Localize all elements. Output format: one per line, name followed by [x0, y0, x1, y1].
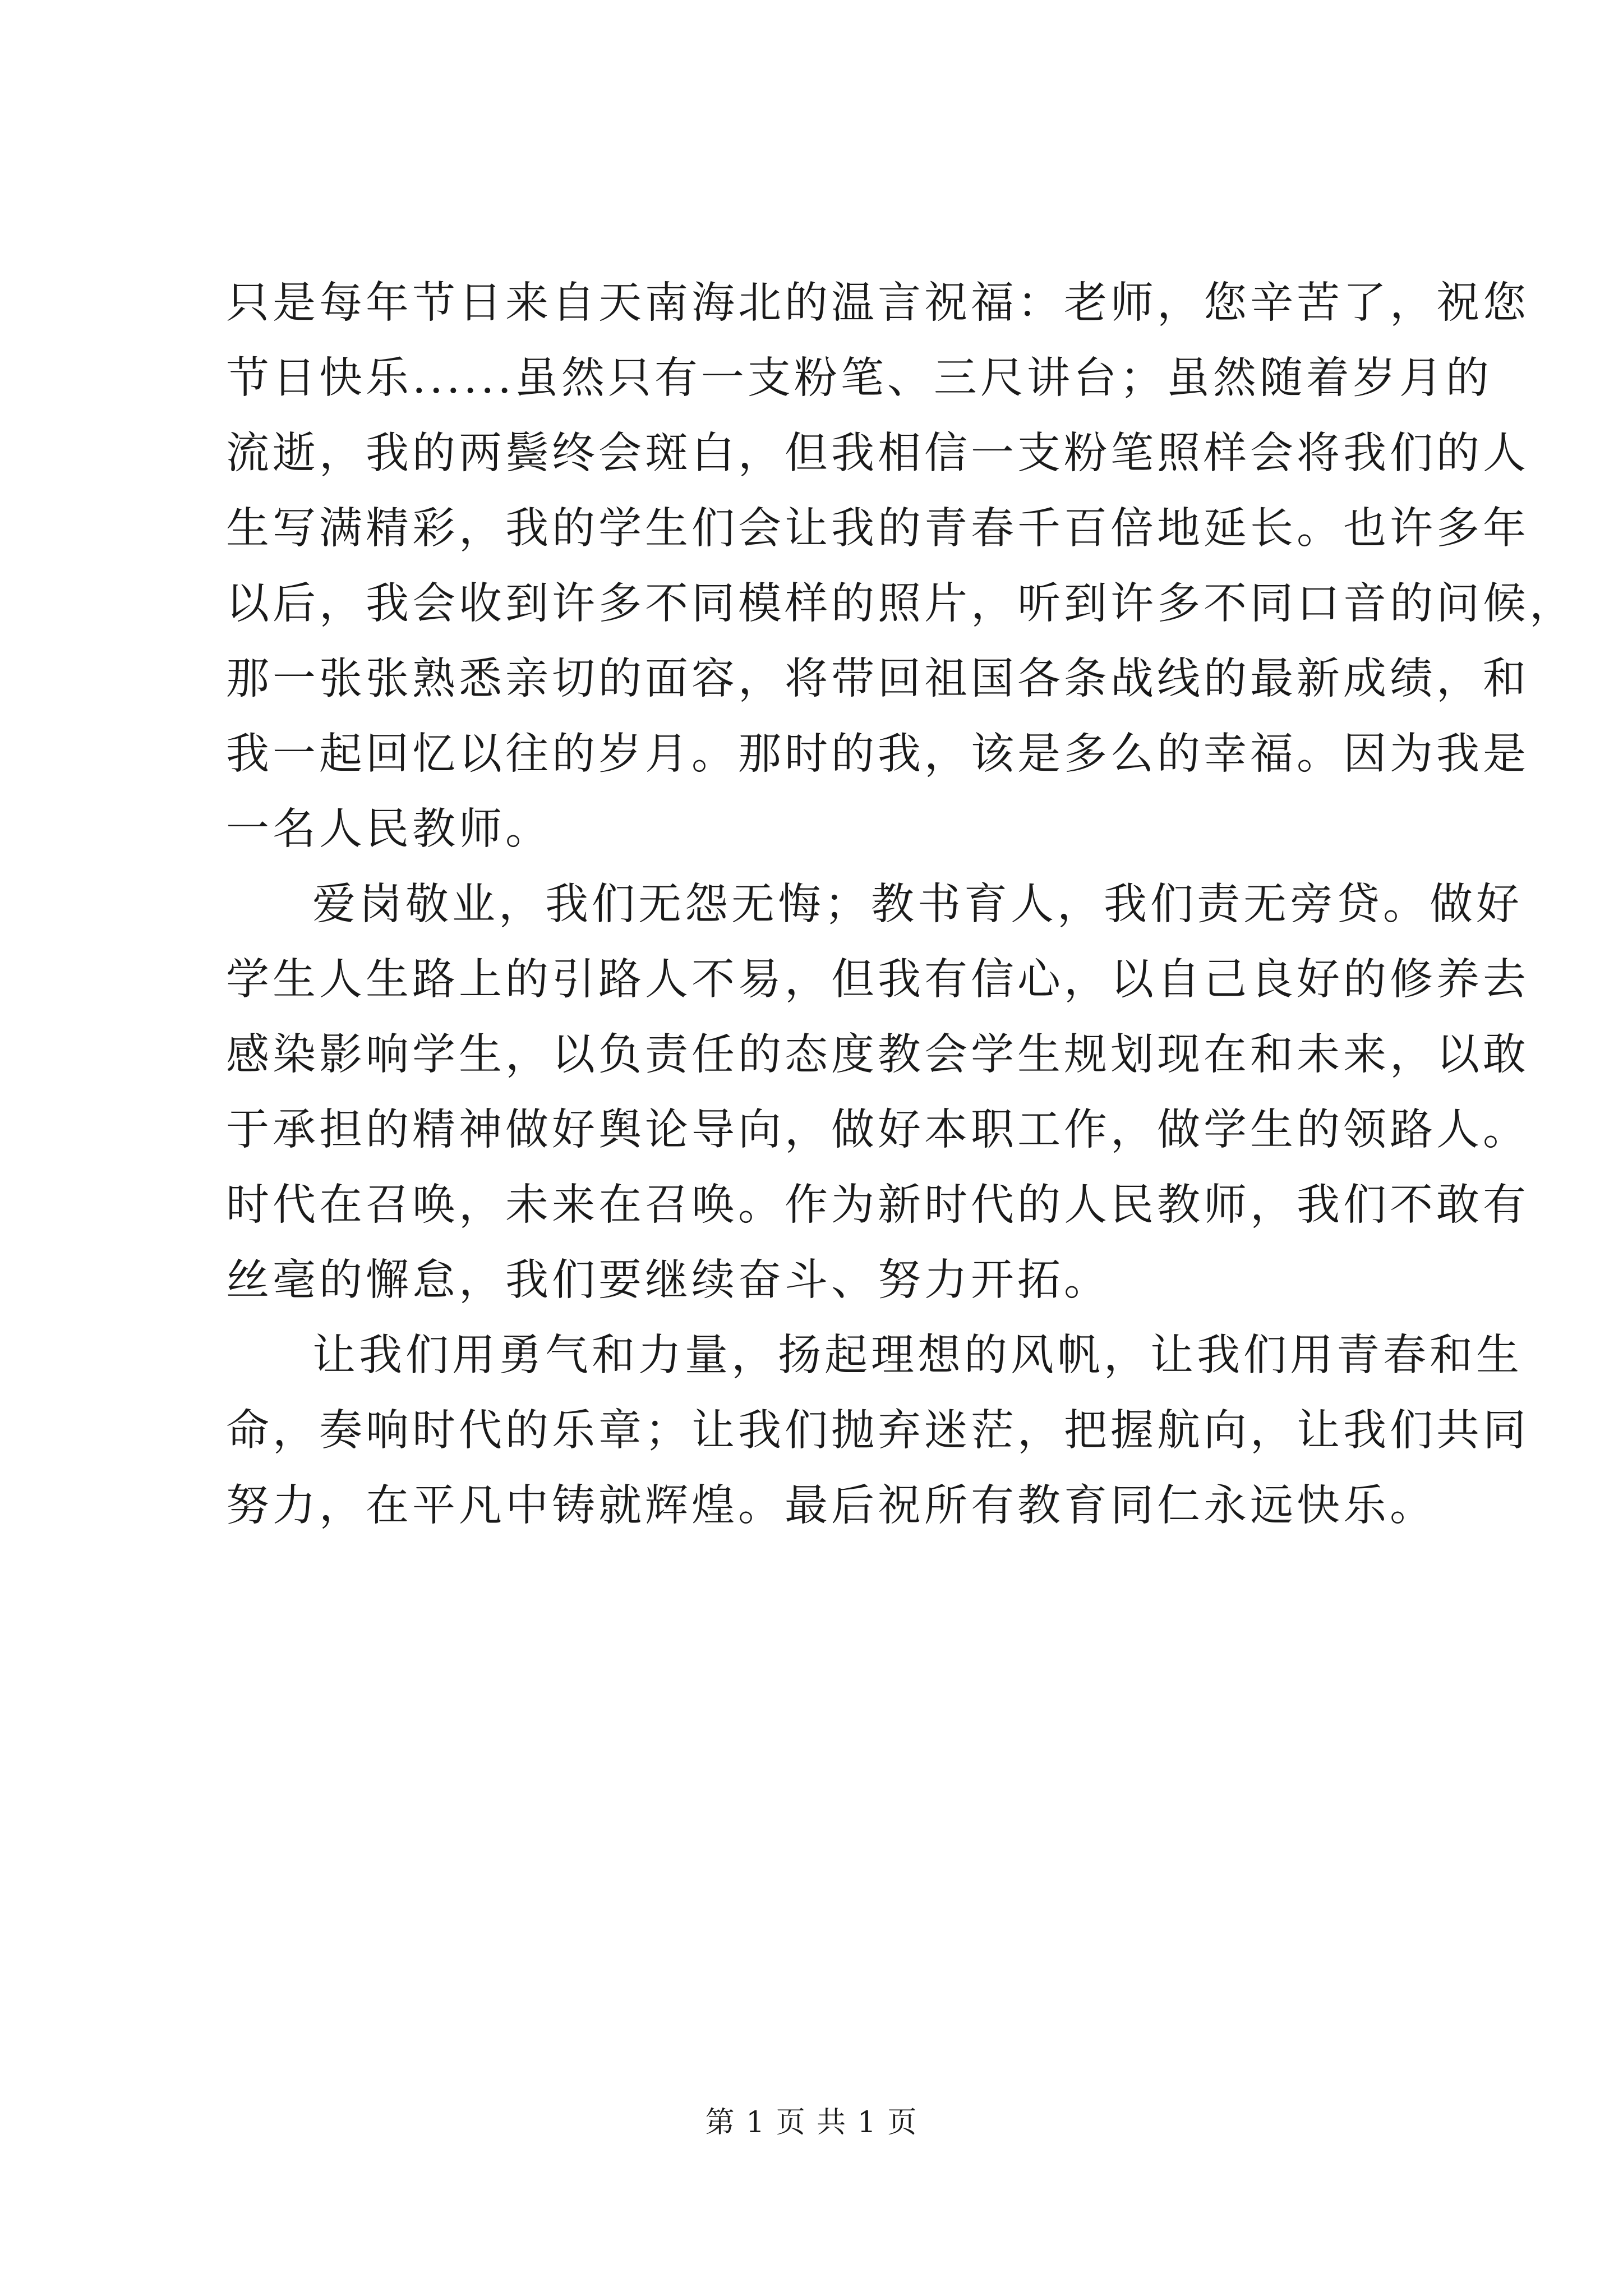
paragraph-1-line-4: 生写满精彩，我的学生们会让我的青春千百倍地延长。也许多年 — [226, 504, 1529, 554]
paragraph-1-line-7: 我一起回忆以往的岁月。那时的我，该是多么的幸福。因为我是 — [226, 729, 1529, 779]
paragraph-1-line-1: 只是每年节日来自天南海北的温言祝福：老师，您辛苦了，祝您 — [226, 278, 1529, 328]
paragraph-1-line-5: 以后，我会收到许多不同模样的照片，听到许多不同口音的问候， — [226, 579, 1576, 629]
paragraph-1-line-6: 那一张张熟悉亲切的面容，将带回祖国各条战线的最新成绩，和 — [226, 654, 1529, 704]
paragraph-2-line-6: 丝毫的懈怠，我们要继续奋斗、努力开拓。 — [226, 1255, 1110, 1305]
paragraph-2-line-2: 学生人生路上的引路人不易，但我有信心，以自己良好的修养去 — [226, 955, 1529, 1005]
paragraph-2-line-1: 爱岗敬业，我们无怨无悔；教书育人，我们责无旁贷。做好 — [312, 880, 1523, 930]
paragraph-2-line-3: 感染影响学生，以负责任的态度教会学生规划现在和未来，以敢 — [226, 1030, 1529, 1080]
page-footer: 第 1 页 共 1 页 — [705, 2106, 918, 2139]
paragraph-2-line-5: 时代在召唤，未来在召唤。作为新时代的人民教师，我们不敢有 — [226, 1180, 1529, 1230]
paragraph-1-line-2: 节日快乐......虽然只有一支粉笔、三尺讲台；虽然随着岁月的 — [226, 353, 1492, 403]
paragraph-3-line-1: 让我们用勇气和力量，扬起理想的风帆，让我们用青春和生 — [312, 1331, 1523, 1381]
paragraph-3-line-2: 命，奏响时代的乐章；让我们抛弃迷茫，把握航向，让我们共同 — [226, 1406, 1529, 1456]
paragraph-1-line-8: 一名人民教师。 — [226, 804, 552, 854]
document-body — [226, 266, 1576, 1544]
paragraph-2-line-4: 于承担的精神做好舆论导向，做好本职工作，做学生的领路人。 — [226, 1105, 1529, 1155]
paragraph-3-line-3: 努力，在平凡中铸就辉煌。最后祝所有教育同仁永远快乐。 — [226, 1481, 1436, 1531]
paragraph-1-line-3: 流逝，我的两鬓终会斑白，但我相信一支粉笔照样会将我们的人 — [226, 429, 1529, 478]
